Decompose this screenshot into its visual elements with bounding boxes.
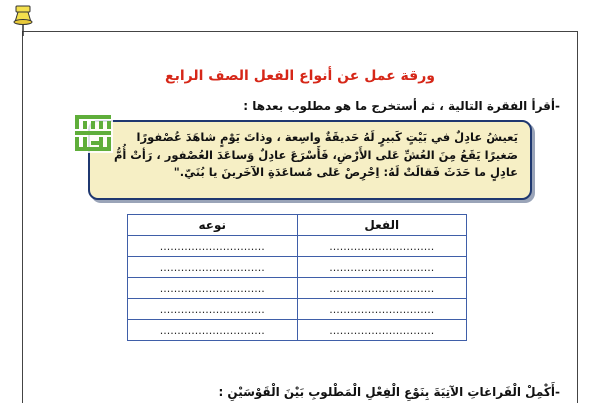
passage-box	[88, 120, 532, 200]
page-border-top	[22, 31, 577, 32]
verb-cell[interactable]: ..............................	[297, 257, 467, 278]
passage-line-2: صَغيرًا يَقَعُ مِنَ العُشِّ عَلى الأَرْضِ، فَأَسْرَعَ عادِلٌ وَساعَدَ العُصْفور ، رَأتْ أُمُّ	[113, 147, 518, 162]
verb-cell[interactable]: ..............................	[297, 320, 467, 341]
table-row	[128, 257, 467, 278]
verb-cell[interactable]: ..............................	[297, 278, 467, 299]
page-border-left	[22, 31, 23, 403]
verb-cell[interactable]: ..............................	[297, 236, 467, 257]
verb-cell[interactable]: ..............................	[297, 299, 467, 320]
table-row	[128, 278, 467, 299]
table-row	[128, 299, 467, 320]
table-header-verb: الفعل	[297, 215, 467, 236]
table-row	[128, 236, 467, 257]
pushpin-icon	[8, 2, 38, 38]
instruction-complete-blanks: -أَكْمِلْ الْفَراغاتِ الآتِيَةَ بِنَوْعِ الْفِعْلِ الْمَطْلوبِ بَيْنَ الْقَوْسَيْنِ :	[218, 385, 560, 399]
type-cell[interactable]: ..............................	[128, 257, 298, 278]
table-row	[128, 320, 467, 341]
type-cell[interactable]: ..............................	[128, 320, 298, 341]
table-header-row	[128, 215, 467, 236]
type-cell[interactable]: ..............................	[128, 278, 298, 299]
passage-line-1: يَعيشُ عادِلٌ في بَيْتٍ كَبيرٍ لَهُ حَديقَةٌ واسِعة ، وذاتَ يَوْمٍ شاهَدَ عُصْفورًا	[136, 130, 518, 144]
verbs-table	[127, 214, 467, 341]
type-cell[interactable]: ..............................	[128, 299, 298, 320]
passage-line-3: عادِلٍ ما حَدَثَ فَقالَتْ لَهُ: اِحْرِصْ عَلى مُساعَدَةِ الآخَرينَ يا بُنَيّ."	[173, 165, 518, 179]
worksheet-title: ورقة عمل عن أنواع الفعل الصف الرابع	[165, 68, 435, 84]
table-header-type: نوعه	[128, 215, 298, 236]
instruction-read-paragraph: -أقرأ الفقرة التالية ، ثم أستخرج ما هو مطلوب بعدها :	[243, 99, 560, 113]
passage-text	[106, 129, 518, 182]
page-border-right	[577, 31, 578, 403]
type-cell[interactable]: ..............................	[128, 236, 298, 257]
green-seal-logo	[72, 112, 114, 154]
